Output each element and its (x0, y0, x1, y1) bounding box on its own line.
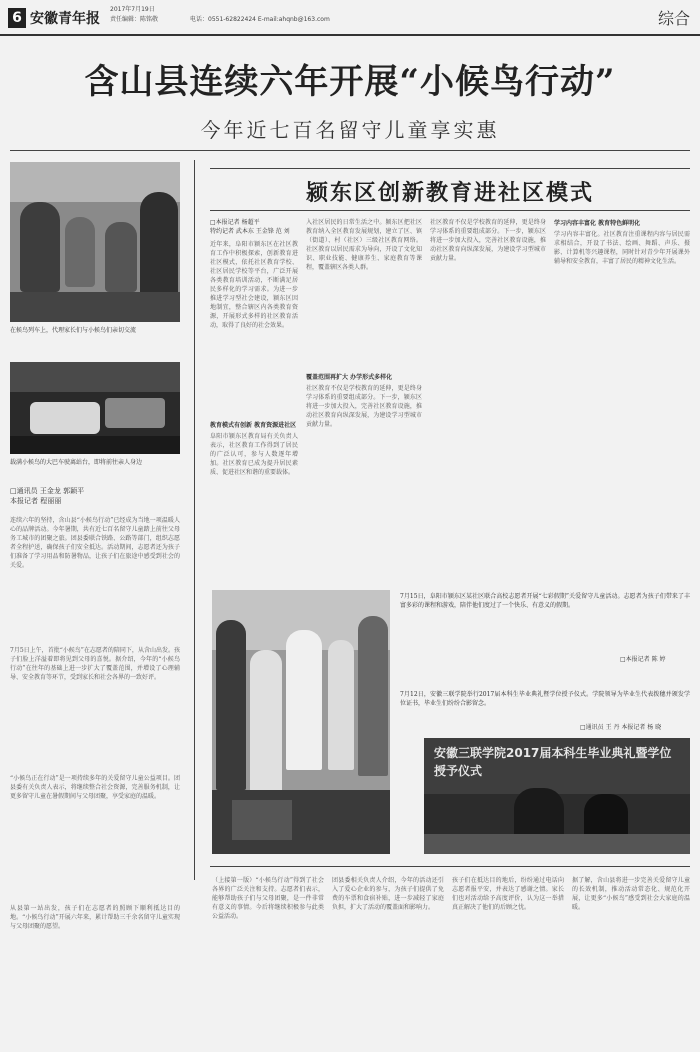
photo-train-children (10, 162, 180, 322)
masthead-date: 2017年7月19日 (110, 6, 155, 13)
photo-students-volunteer (212, 590, 390, 854)
article2-title-rule (210, 210, 690, 211)
photo2-caption: 载满小候鸟的大巴车驶离站台，即将前往亲人身边 (10, 459, 143, 466)
masthead-info (110, 5, 330, 25)
page-number: 6 (8, 8, 26, 28)
divider (10, 150, 690, 151)
article3-body-col1: （上接第一版）“小候鸟行动”得到了社会各界的广泛关注和支持。志愿者们表示，能够帮助孩子们与父母团聚，是一件非常有意义的事情。今后将继续积极参与此类公益活动。 (212, 877, 324, 920)
article1-headline: 含山县连续六年开展“小候鸟行动” (84, 62, 616, 102)
article2-subhead-1: 教育模式有创新 教育资源进社区 (210, 422, 297, 429)
article1-body-col1: 连续六年的坚持，含山县“小候鸟行动”已经成为当地一项温暖人心的品牌活动。今年暑期，共有近七百名留守儿童踏上前往父母务工城市的团聚之旅。团县委联合铁路、公路等部门，组织志愿者全程护送，确保孩子们安全抵达。活动期间，志愿者还为孩子们准备了学习用品和防暑物品，让孩子们在旅途中感受到社会的关爱。 (10, 517, 180, 569)
article2-subhead-2: 覆盖范围再扩大 办学形式多样化 (306, 374, 393, 381)
article1-body-col4: 从县第一站出发，孩子们在志愿者的照顾下顺利抵达目的地。“小候鸟行动”开展六年来，累计帮助三千余名留守儿童实现与父母团聚的愿望。 (10, 905, 180, 930)
paper-name: 安徽青年报 (30, 11, 100, 27)
brief2-credit: □通讯员 王 丹 本报记者 杨 晓 (580, 724, 662, 731)
article1-byline (10, 486, 180, 506)
article1-byline-reporters: □通讯员 王金龙 郭颖平 (10, 487, 85, 495)
brief1-credit: □本报记者 陈 婷 (620, 656, 666, 663)
article1-body-col3: “小候鸟正在行动”是一项持续多年的关爱留守儿童公益项目。团县委有关负责人表示，将继续整合社会资源，完善服务机制，让更多留守儿童在暑假期间与父母团聚，享受家庭的温暖。 (10, 775, 180, 800)
column-divider (194, 160, 195, 880)
masthead-editor: 责任编辑：陈铭敬 (110, 16, 159, 23)
article2-subhead-3: 学习内容丰富化 教育特色鲜明化 (554, 220, 641, 227)
article3-body-col2: 团县委相关负责人介绍，今年的活动还引入了爱心企业的参与，为孩子们提供了免费的车票和食宿补贴，进一步减轻了家庭负担，扩大了活动的覆盖面和影响力。 (332, 877, 444, 911)
article2-byline-special: 特约记者 武本东 王金锋 范 刘 (210, 228, 290, 235)
brief1-text: 7月15日，阜阳市颍东区某社区联合高校志愿者开展“七彩假期”关爱留守儿童活动。志愿者为孩子们带来了丰富多彩的课程和游戏，陪伴他们度过了一个快乐、有意义的假期。 (400, 593, 690, 609)
masthead-contact: 电话：0551-62822424 E-mail:ahqnb@163.com (190, 16, 330, 23)
article1-subhead: 今年近七百名留守儿童享实惠 (200, 118, 500, 142)
brief2-text: 7月12日，安徽三联学院举行2017届本科生毕业典礼暨学位授予仪式。学院领导为毕业生代表拨穗并颁发学位证书，毕业生们纷纷合影留念。 (400, 691, 690, 707)
masthead (0, 0, 700, 36)
article2-body-col2: 入社区居民的日常生活之中。颍东区把社区教育纳入全区教育发展规划，建立了区、镇（街道）、村（社区）三级社区教育网络。社区教育以居民需求为导向，开设了文化知识、职业技能、健康养生、家庭教育等课程，覆盖辖区各类人群。 (306, 219, 422, 271)
article1-body-col2: 7月5日上午，首批“小候鸟”在志愿者的陪同下，从含山出发。孩子们脸上洋溢着即将见到父母的喜悦。据介绍，今年的“小候鸟行动”在往年的基础上进一步扩大了覆盖范围，并增设了心理辅导、安全教育等环节，受到家长和社会各界的一致好评。 (10, 647, 180, 681)
banner-text: 安徽三联学院2017届本科生毕业典礼暨学位授予仪式 (434, 746, 672, 778)
article2-body-col2b: 社区教育不仅是学校教育的延伸，更是终身学习体系的重要组成部分。下一步，颍东区将进一步加大投入，完善社区教育设施，推动社区教育向纵深发展，为建设学习型城市贡献力量。 (306, 385, 422, 428)
section-label: 综合 (657, 9, 690, 28)
article2-body-col3: 社区教育不仅是学校教育的延伸，更是终身学习体系的重要组成部分。下一步，颍东区将进一步加大投入，完善社区教育设施，推动社区教育向纵深发展，为建设学习型城市贡献力量。 (430, 219, 546, 262)
article2-top-rule (210, 168, 690, 169)
article2-body-col1: 近年来，阜阳市颍东区在社区教育工作中积极探索，创新教育进社区模式，依托社区教育学校、社区居民学校等平台，广泛开展各类教育培训活动，不断满足居民多样化的学习需求。为进一步推进学习型社会建设，颍东区因地制宜，整合辖区内各类教育资源，开展形式多样的社区教育活动，取得了良好的社会效果。 (210, 241, 298, 329)
photo-graduation-ceremony (424, 738, 690, 854)
article2-body-col1b: 阜阳市颍东区教育局有关负责人表示，社区教育工作得到了居民的广泛认可，参与人数逐年增加。社区教育已成为提升居民素质、促进社区和谐的重要载体。 (210, 433, 298, 476)
article3-body-col4: 据了解，含山县将进一步完善关爱留守儿童的长效机制，推动活动常态化、规范化开展，让更多“小候鸟”感受到社会大家庭的温暖。 (572, 877, 690, 911)
photo1-caption: 在候鸟列车上，代理家长们与小候鸟们亲切交流 (10, 327, 137, 334)
article2-title: 颍东区创新教育进社区模式 (305, 180, 594, 206)
article1-byline-editor: 本报记者 程丽丽 (10, 497, 62, 505)
article2-body-col4: 学习内容丰富化。社区教育注重课程内容与居民需求相结合，开设了书法、绘画、舞蹈、声乐、摄影、计算机等兴趣课程，同时针对青少年开展课外辅导和安全教育，丰富了居民的精神文化生活。 (554, 231, 690, 265)
article3-body-col3: 孩子们在抵达目的地后，纷纷通过电话向志愿者报平安，并表达了感谢之情。家长们也对活动给予高度评价，认为这一举措真正解决了他们的后顾之忧。 (452, 877, 564, 911)
photo-bus-station (10, 362, 180, 454)
article2-byline-reporter: □本报记者 杨超平 (210, 219, 260, 226)
bottom-section-rule (210, 866, 690, 867)
